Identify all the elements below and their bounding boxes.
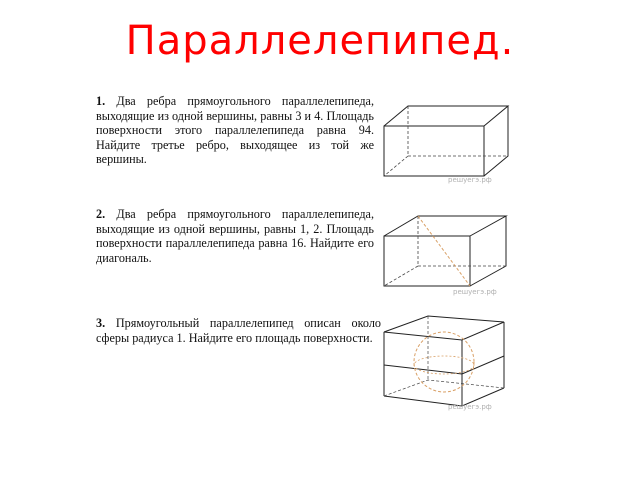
problem-1	[96, 94, 374, 167]
top-face-edge	[384, 106, 508, 126]
figure-1-parallelepiped	[378, 96, 518, 186]
sphere-equator	[414, 356, 474, 374]
front-face	[384, 236, 470, 286]
hidden-edges	[408, 106, 508, 156]
problem-1-number: 1.	[96, 94, 106, 108]
inscribed-sphere	[414, 332, 474, 392]
middle-section	[384, 356, 504, 374]
problem-3-number: 3.	[96, 316, 106, 330]
hidden-edges	[384, 380, 504, 396]
slide-title: Параллелепипед.	[125, 18, 515, 64]
top-face-edge	[384, 216, 506, 236]
hidden-edge	[384, 266, 418, 286]
problem-1-text: Два ребра прямоугольного параллелепипеда, выходящие из одной вершины, равны 3 и 4. Площадь поверхности этого параллелепипеда равна 94. Найдите третье ребро, выходящее из той же вершины.	[96, 94, 374, 167]
space-diagonal	[418, 216, 470, 286]
problem-3	[96, 316, 381, 345]
top-face	[384, 316, 504, 340]
watermark-1: решуегэ.рф	[448, 176, 492, 184]
problem-2-number: 2.	[96, 207, 106, 221]
problem-2-text: Два ребра прямоугольного параллелепипеда, выходящие из одной вершины, равны 1, 2. Площадь поверхности параллелепипеда равна 16. Найдите его диагональ.	[96, 207, 374, 265]
front-face	[384, 126, 484, 176]
problem-3-text: Прямоугольный параллелепипед описан около сферы радиуса 1. Найдите его площадь поверхности.	[96, 316, 381, 345]
figure-2-parallelepiped	[378, 208, 518, 298]
hidden-edge	[384, 156, 408, 176]
watermark-3: решуегэ.рф	[448, 403, 492, 411]
problem-2	[96, 207, 374, 265]
watermark-2: решуегэ.рф	[453, 288, 497, 296]
figure-3-cube-sphere	[378, 310, 518, 410]
